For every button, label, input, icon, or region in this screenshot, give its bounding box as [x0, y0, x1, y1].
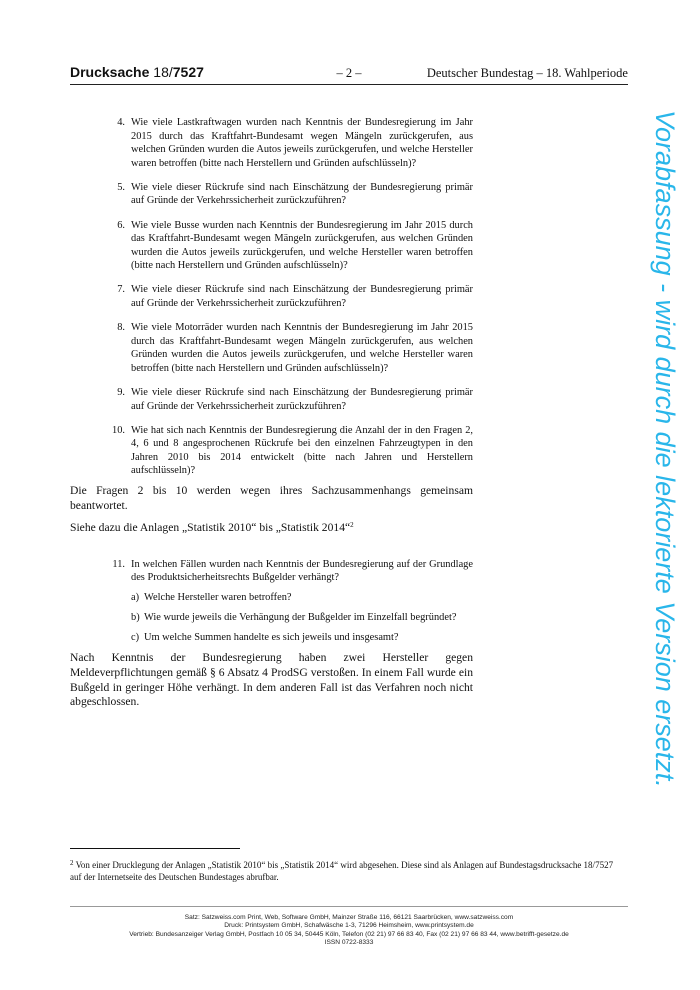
sub-question: [131, 631, 473, 645]
footnote-number: 2: [70, 859, 74, 867]
question-number: 5.: [117, 181, 125, 193]
question-number: 6.: [117, 219, 125, 231]
footnote-text: Von einer Drucklegung der Anlagen „Statistik 2010“ bis „Statistik 2014“ wird abgesehen. Diese sind als Anlagen auf Bundestagsdrucksache 18/7527 auf der Internetseite des Deutschen Bundestages abrufbar.: [70, 860, 614, 882]
question-number: 7.: [117, 284, 125, 296]
sub-question-label: c): [131, 632, 140, 644]
footnote-reference: 2: [350, 521, 354, 530]
sub-question: [131, 591, 473, 605]
sub-question-text: Um welche Summen handelte es sich jeweils und insgesamt?: [144, 632, 399, 644]
sub-question-list: [70, 591, 473, 645]
sub-question: [131, 611, 473, 625]
answer-paragraph: Die Fragen 2 bis 10 werden wegen ihres Sachzusammenhangs gemeinsam beantwortet.: [70, 484, 473, 512]
imprint: [70, 914, 628, 948]
question-number: 4.: [117, 117, 125, 128]
footnote: [70, 857, 625, 883]
question-text: Wie viele dieser Rückrufe sind nach Einschätzung der Bundesregierung primär auf Gründe der Verkehrssicherheit zurückzuführen?: [131, 387, 473, 412]
doc-number-prefix: 18/: [153, 64, 173, 80]
question-text: Wie viele Lastkraftwagen wurden nach Kenntnis der Bundesregierung im Jahr 2015 durch das Kraftfahrt-Bundesamt wegen Mängeln zurückgerufen, aus welchen Gründen wurden die Autos jeweils zurückgerufen, und welche Hersteller waren betroffen (bitte nach Herstellern und Gründen aufschlüsseln)?: [131, 117, 473, 169]
document-body: [70, 116, 473, 718]
header-rule: [70, 84, 628, 85]
draft-watermark: Vorabfassung - wird durch die lektorierte Version ersetzt.: [650, 110, 680, 788]
imprint-rule: [70, 906, 628, 907]
question-item: [70, 558, 473, 585]
question-item: [70, 386, 473, 413]
question-item: [70, 321, 473, 375]
imprint-line: Satz: Satzweiss.com Print, Web, Software GmbH, Mainzer Straße 116, 66121 Saarbrücken, www.satzweiss.com: [184, 914, 514, 921]
imprint-line: Vertrieb: Bundesanzeiger Verlag GmbH, Postfach 10 05 34, 50445 Köln, Telefon (02 21) 97 66 83 40, Fax (02 21) 97 66 83 44, www.betrifft-gesetze.de: [129, 930, 569, 938]
sub-question-label: a): [131, 592, 140, 604]
answer-text: Siehe dazu die Anlagen „Statistik 2010“ bis „Statistik 2014“: [70, 521, 351, 535]
question-item: [70, 219, 473, 273]
imprint-line: ISSN 0722-8333: [324, 939, 374, 947]
question-item: [70, 283, 473, 310]
question-text: Wie viele dieser Rückrufe sind nach Einschätzung der Bundesregierung primär auf Gründe der Verkehrssicherheit zurückzuführen?: [131, 181, 473, 207]
answer-paragraph: [70, 521, 473, 536]
question-item: [70, 116, 473, 170]
answer-paragraph: Nach Kenntnis der Bundesregierung haben zwei Hersteller gegen Meldeverpflichtungen gemäß § 6 Absatz 4 ProdSG verstoßen. In einem Fall wurde ein Bußgeld in geringer Höhe verhängt. In dem anderen Fall ist das Verfahren noch nicht abgeschlossen.: [70, 651, 473, 709]
page-header: [70, 64, 628, 86]
doc-number: 7527: [172, 64, 204, 80]
question-text: Wie viele Motorräder wurden nach Kenntnis der Bundesregierung im Jahr 2015 durch das Kraftfahrt-Bundesamt wegen Mängeln zurückgerufen, aus welchen Gründen wurden die Autos jeweils zurückgerufen, und welche Hersteller waren betroffen (bitte nach Herstellern und Gründen aufschlüsseln)?: [131, 322, 473, 374]
question-text: In welchen Fällen wurden nach Kenntnis der Bundesregierung auf der Grundlage des Produktsicherheitsrechts Bußgelder verhängt?: [131, 558, 473, 584]
sub-question-text: Wie wurde jeweils die Verhängung der Bußgelder im Einzelfall begründet?: [144, 612, 457, 624]
question-number: 8.: [117, 322, 125, 334]
imprint-line: Druck: Printsystem GmbH, Schafwäsche 1-3, 71296 Heimsheim, www.printsystem.de: [224, 922, 474, 930]
question-number: 11.: [112, 558, 125, 570]
doc-label: Drucksache: [70, 64, 150, 80]
sub-question-text: Welche Hersteller waren betroffen?: [144, 592, 292, 604]
question-number: 10.: [112, 424, 125, 436]
question-item: [70, 181, 473, 208]
footnote-rule: [70, 848, 240, 849]
sub-question-label: b): [131, 612, 140, 624]
institution: Deutscher Bundestag – 18. Wahlperiode: [426, 66, 628, 80]
question-text: Wie viele dieser Rückrufe sind nach Einschätzung der Bundesregierung primär auf Gründe der Verkehrssicherheit zurückzuführen?: [131, 284, 473, 310]
question-number: 9.: [117, 387, 125, 398]
question-text: Wie viele Busse wurden nach Kenntnis der Bundesregierung im Jahr 2015 durch das Kraftfahrt-Bundesamt wegen Mängeln zurückgerufen, aus welchen Gründen wurden die Autos jeweils zurückgerufen, und welche Hersteller waren betroffen (bitte nach Herstellern und Gründen aufschlüsseln)?: [131, 219, 473, 272]
page-number: – 2 –: [336, 66, 362, 80]
question-item: [70, 424, 473, 478]
question-text: Wie hat sich nach Kenntnis der Bundesregierung die Anzahl der in den Fragen 2, 4, 6 und 8 angesprochenen Rückrufe bei den einzelnen Fahrzeugtypen in den Jahren 2010 bis 2014 entwickelt (bitte nach Jahren und Herstellern aufschlüsseln)?: [131, 424, 473, 477]
